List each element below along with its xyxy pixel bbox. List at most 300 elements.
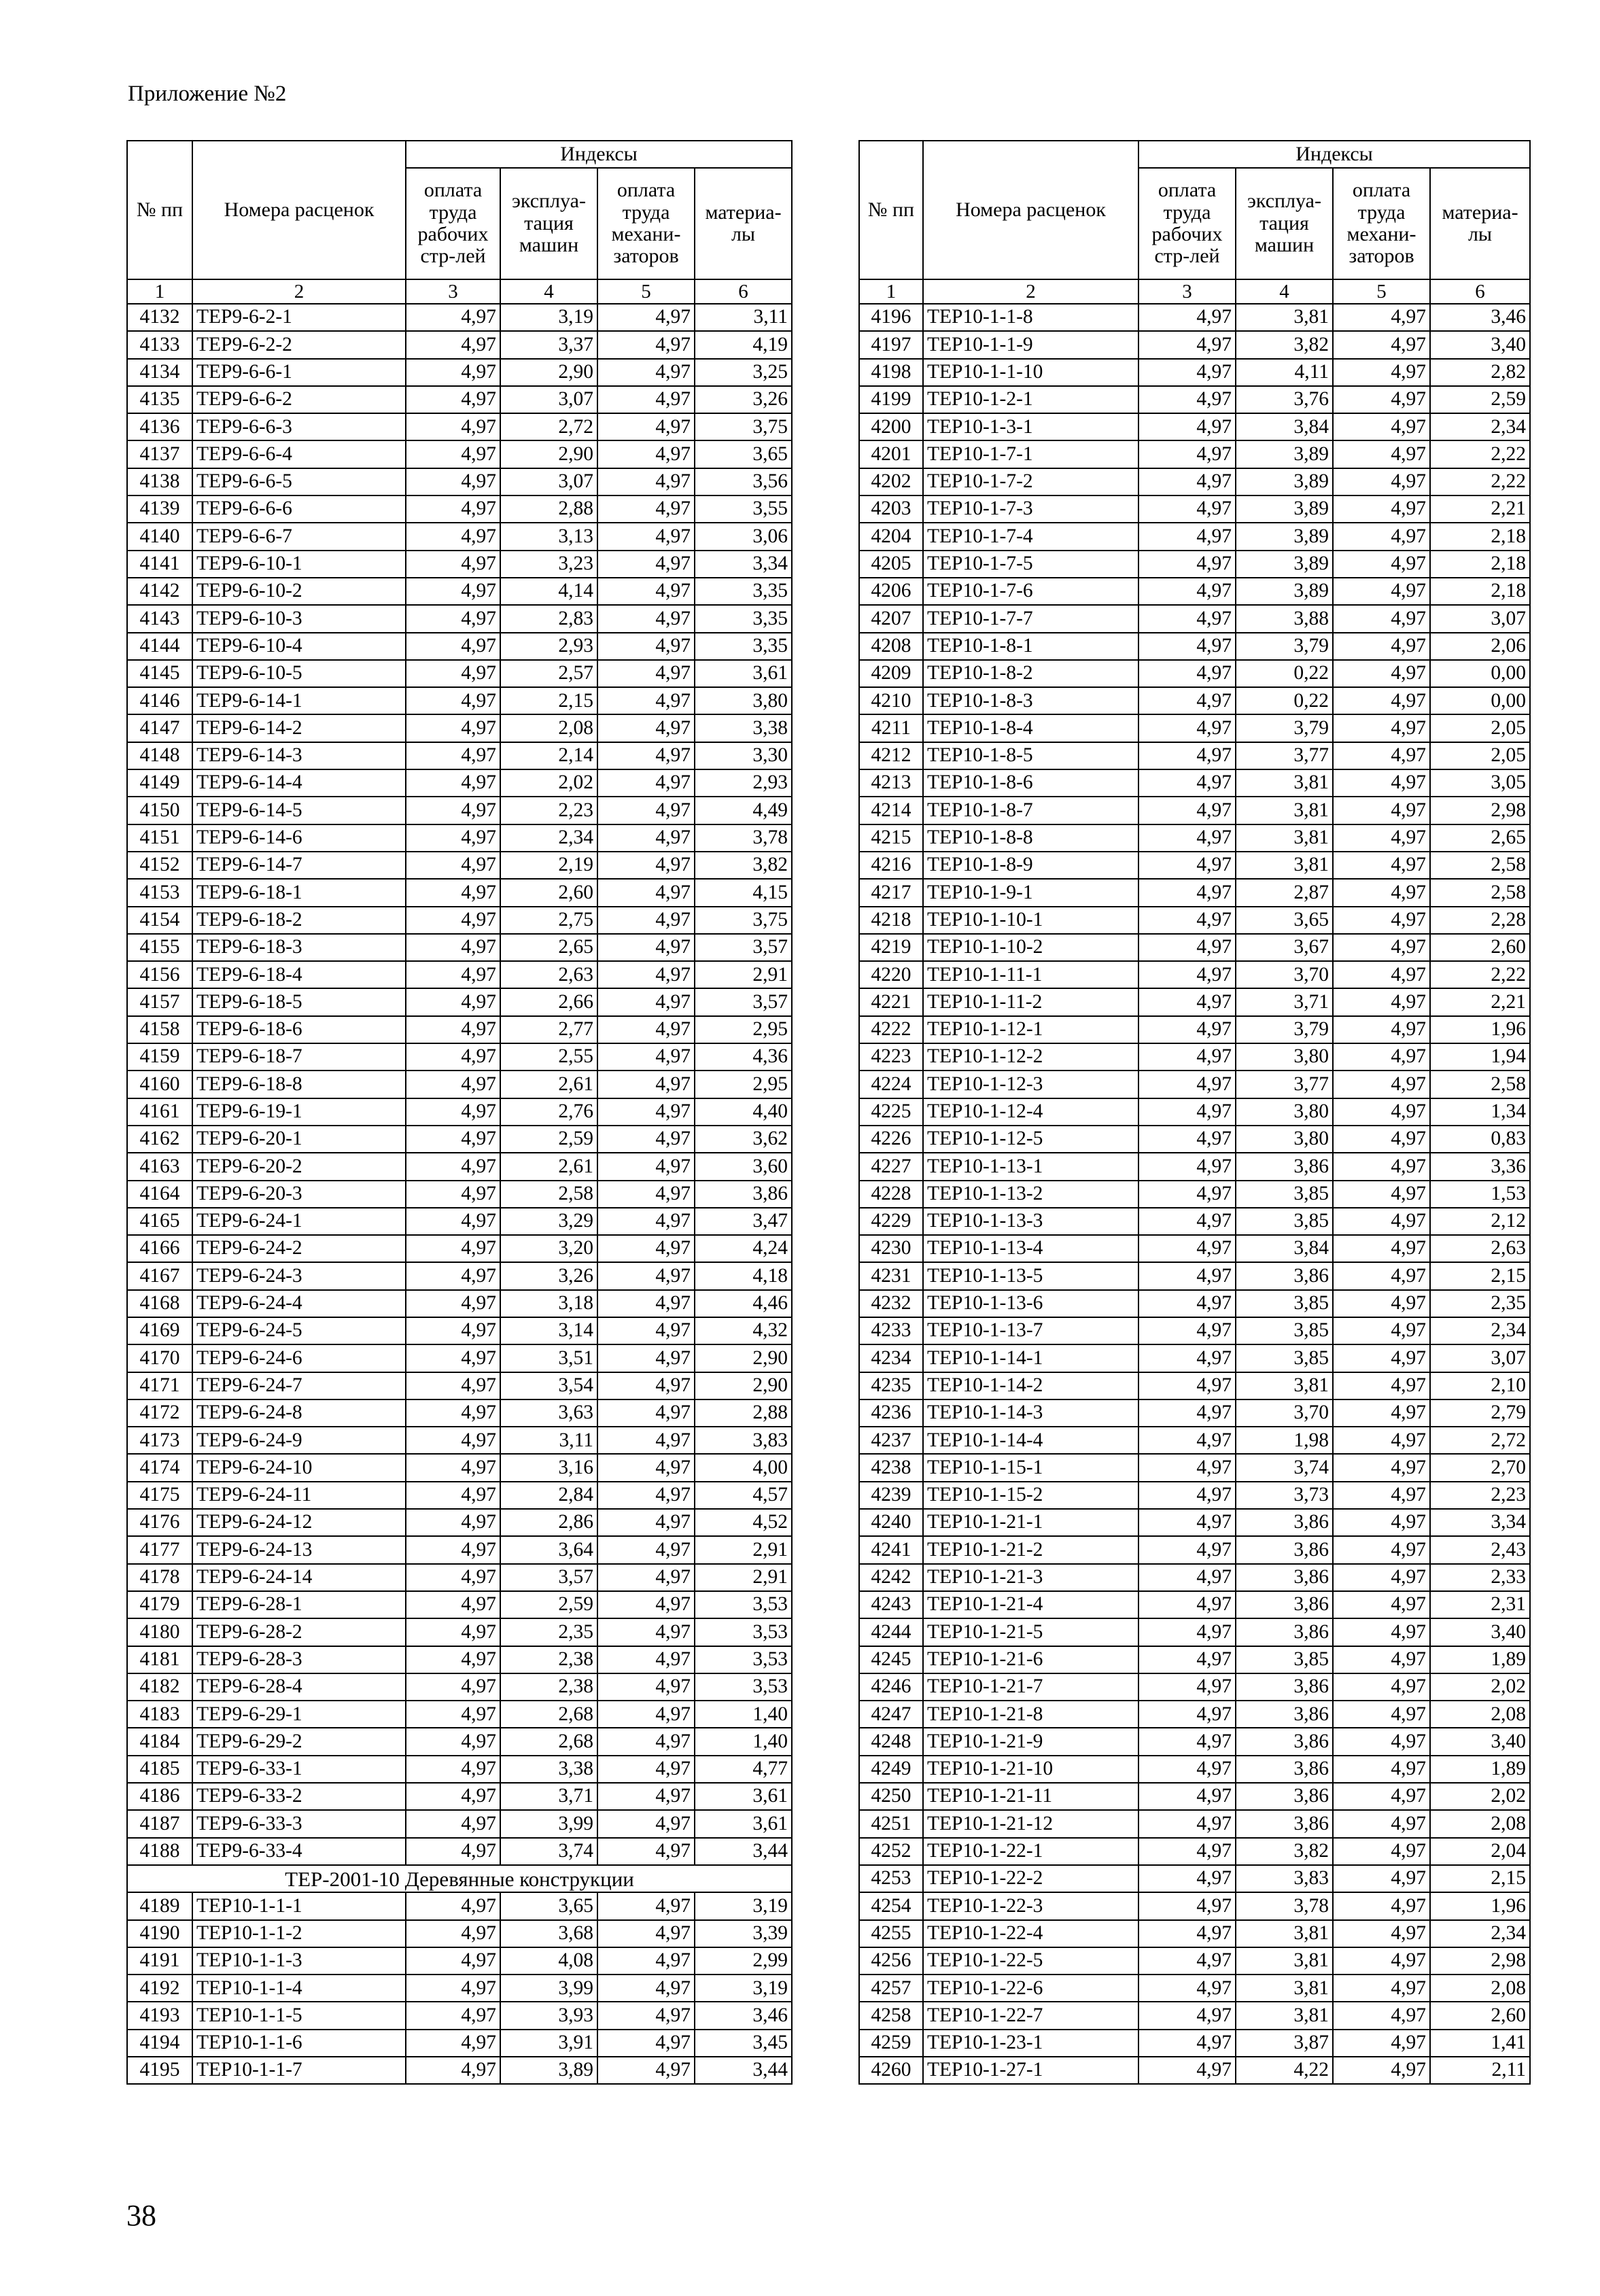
labor-index: 4,97	[1138, 1372, 1236, 1399]
col-number: 5	[1333, 279, 1430, 304]
table-row	[127, 331, 792, 358]
labor-index: 4,97	[1138, 769, 1236, 797]
table-row	[127, 1564, 792, 1591]
rate-code: ТЕР10-1-8-8	[923, 824, 1138, 852]
row-number: 4141	[127, 551, 192, 578]
rate-code: ТЕР10-1-7-7	[923, 605, 1138, 632]
rate-code: ТЕР9-6-6-7	[192, 523, 406, 550]
row-number: 4216	[859, 852, 923, 879]
machines-index: 2,68	[500, 1701, 597, 1728]
row-number: 4138	[127, 468, 192, 495]
materials-index: 0,83	[1430, 1126, 1530, 1153]
rate-code: ТЕР9-6-24-6	[192, 1344, 406, 1372]
rate-code: ТЕР10-1-10-1	[923, 907, 1138, 934]
table-row	[859, 1317, 1530, 1344]
rate-code: ТЕР9-6-14-3	[192, 742, 406, 769]
table-row	[859, 1071, 1530, 1098]
header-machines: эксплуа-тация машин	[500, 168, 597, 279]
rate-code: ТЕР9-6-10-4	[192, 633, 406, 660]
materials-index: 4,00	[695, 1454, 792, 1481]
labor-index: 4,97	[406, 1098, 500, 1126]
machines-index: 3,26	[500, 1262, 597, 1289]
table-row	[859, 687, 1530, 714]
mech-labor-index: 4,97	[597, 2002, 695, 2029]
materials-index: 2,60	[1430, 934, 1530, 961]
labor-index: 4,97	[1138, 578, 1236, 605]
rate-code: ТЕР10-1-2-1	[923, 386, 1138, 413]
rate-code: ТЕР9-6-24-11	[192, 1482, 406, 1509]
labor-index: 4,97	[1138, 742, 1236, 769]
machines-index: 3,86	[1236, 1536, 1333, 1563]
mech-labor-index: 4,97	[1333, 1646, 1430, 1673]
table-row	[859, 1975, 1530, 2002]
header-no: № пп	[859, 141, 923, 279]
mech-labor-index: 4,97	[597, 1016, 695, 1043]
labor-index: 4,97	[406, 824, 500, 852]
labor-index: 4,97	[1138, 1235, 1236, 1262]
mech-labor-index: 4,97	[1333, 1071, 1430, 1098]
materials-index: 3,07	[1430, 1344, 1530, 1372]
machines-index: 3,82	[1236, 331, 1333, 358]
materials-index: 3,57	[695, 988, 792, 1015]
labor-index: 4,97	[1138, 1208, 1236, 1235]
row-number: 4254	[859, 1892, 923, 1919]
labor-index: 4,97	[406, 1728, 500, 1755]
row-number: 4170	[127, 1344, 192, 1372]
rate-code: ТЕР10-1-1-1	[192, 1892, 406, 1919]
table-row	[859, 879, 1530, 906]
machines-index: 3,81	[1236, 1947, 1333, 1975]
labor-index: 4,97	[406, 331, 500, 358]
labor-index: 4,97	[1138, 1865, 1236, 1892]
labor-index: 4,97	[406, 1153, 500, 1180]
rate-code: ТЕР9-6-18-2	[192, 907, 406, 934]
table-row	[859, 2057, 1530, 2084]
machines-index: 3,63	[500, 1399, 597, 1427]
materials-index: 2,60	[1430, 2002, 1530, 2029]
materials-index: 1,89	[1430, 1756, 1530, 1783]
labor-index: 4,97	[1138, 1591, 1236, 1618]
table-row	[127, 1536, 792, 1563]
table-row	[127, 907, 792, 934]
table-row	[859, 1372, 1530, 1399]
table-row	[127, 660, 792, 687]
labor-index: 4,97	[406, 1536, 500, 1563]
mech-labor-index: 4,97	[1333, 687, 1430, 714]
materials-index: 2,10	[1430, 1372, 1530, 1399]
materials-index: 3,53	[695, 1646, 792, 1673]
row-number: 4246	[859, 1673, 923, 1701]
materials-index: 3,07	[1430, 605, 1530, 632]
materials-index: 3,30	[695, 742, 792, 769]
materials-index: 4,18	[695, 1262, 792, 1289]
materials-index: 3,61	[695, 1810, 792, 1837]
labor-index: 4,97	[1138, 2002, 1236, 2029]
mech-labor-index: 4,97	[597, 1701, 695, 1728]
mech-labor-index: 4,97	[1333, 961, 1430, 988]
row-number: 4222	[859, 1016, 923, 1043]
rate-code: ТЕР10-1-22-5	[923, 1947, 1138, 1975]
materials-index: 2,90	[695, 1344, 792, 1372]
mech-labor-index: 4,97	[597, 1892, 695, 1919]
col-number: 6	[695, 279, 792, 304]
mech-labor-index: 4,97	[1333, 852, 1430, 879]
table-row	[859, 1098, 1530, 1126]
row-number: 4155	[127, 934, 192, 961]
mech-labor-index: 4,97	[597, 551, 695, 578]
machines-index: 2,63	[500, 961, 597, 988]
table-row	[127, 386, 792, 413]
machines-index: 3,85	[1236, 1317, 1333, 1344]
rate-code: ТЕР10-1-11-2	[923, 988, 1138, 1015]
materials-index: 2,34	[1430, 1920, 1530, 1947]
machines-index: 3,88	[1236, 605, 1333, 632]
rate-code: ТЕР10-1-22-2	[923, 1865, 1138, 1892]
table-row	[859, 1043, 1530, 1071]
mech-labor-index: 4,97	[597, 1947, 695, 1975]
machines-index: 3,83	[1236, 1865, 1333, 1892]
rate-code: ТЕР10-1-22-7	[923, 2002, 1138, 2029]
mech-labor-index: 4,97	[1333, 1838, 1430, 1865]
table-row	[127, 1098, 792, 1126]
row-number: 4228	[859, 1181, 923, 1208]
labor-index: 4,97	[406, 1509, 500, 1536]
labor-index: 4,97	[1138, 1262, 1236, 1289]
rate-code: ТЕР10-1-8-2	[923, 660, 1138, 687]
table-row	[859, 1016, 1530, 1043]
labor-index: 4,97	[1138, 440, 1236, 468]
row-number: 4195	[127, 2057, 192, 2084]
rate-code: ТЕР10-1-8-6	[923, 769, 1138, 797]
table-row	[127, 551, 792, 578]
machines-index: 2,72	[500, 413, 597, 440]
labor-index: 4,97	[406, 1427, 500, 1454]
machines-index: 2,59	[500, 1591, 597, 1618]
machines-index: 3,70	[1236, 1399, 1333, 1427]
labor-index: 4,97	[406, 578, 500, 605]
row-number: 4219	[859, 934, 923, 961]
mech-labor-index: 4,97	[597, 359, 695, 386]
row-number: 4163	[127, 1153, 192, 1180]
materials-index: 2,93	[695, 769, 792, 797]
machines-index: 3,81	[1236, 1920, 1333, 1947]
header-no: № пп	[127, 141, 192, 279]
mech-labor-index: 4,97	[597, 1262, 695, 1289]
appendix-title: Приложение №2	[128, 82, 287, 106]
row-number: 4256	[859, 1947, 923, 1975]
materials-index: 1,96	[1430, 1016, 1530, 1043]
table-row	[127, 1317, 792, 1344]
machines-index: 3,85	[1236, 1646, 1333, 1673]
row-number: 4231	[859, 1262, 923, 1289]
machines-index: 3,89	[1236, 578, 1333, 605]
table-row	[859, 1892, 1530, 1919]
row-number: 4178	[127, 1564, 192, 1591]
row-number: 4244	[859, 1618, 923, 1646]
mech-labor-index: 4,97	[1333, 1865, 1430, 1892]
labor-index: 4,97	[406, 879, 500, 906]
machines-index: 3,80	[1236, 1043, 1333, 1071]
materials-index: 2,58	[1430, 879, 1530, 906]
labor-index: 4,97	[406, 440, 500, 468]
row-number: 4226	[859, 1126, 923, 1153]
col-number: 2	[923, 279, 1138, 304]
mech-labor-index: 4,97	[597, 1290, 695, 1317]
materials-index: 2,31	[1430, 1591, 1530, 1618]
rate-code: ТЕР9-6-6-6	[192, 495, 406, 523]
row-number: 4208	[859, 633, 923, 660]
row-number: 4238	[859, 1454, 923, 1481]
row-number: 4235	[859, 1372, 923, 1399]
table-row	[859, 1427, 1530, 1454]
mech-labor-index: 4,97	[597, 742, 695, 769]
rate-code: ТЕР10-1-12-2	[923, 1043, 1138, 1071]
machines-index: 0,22	[1236, 687, 1333, 714]
mech-labor-index: 4,97	[1333, 769, 1430, 797]
labor-index: 4,97	[406, 1975, 500, 2002]
labor-index: 4,97	[406, 1016, 500, 1043]
table-row	[859, 386, 1530, 413]
labor-index: 4,97	[406, 1181, 500, 1208]
machines-index: 3,86	[1236, 1591, 1333, 1618]
labor-index: 4,97	[406, 605, 500, 632]
mech-labor-index: 4,97	[597, 1344, 695, 1372]
materials-index: 4,57	[695, 1482, 792, 1509]
table-row	[859, 605, 1530, 632]
mech-labor-index: 4,97	[597, 1043, 695, 1071]
table-row	[859, 907, 1530, 934]
mech-labor-index: 4,97	[1333, 742, 1430, 769]
materials-index: 3,25	[695, 359, 792, 386]
header-materials: материа-лы	[695, 168, 792, 279]
row-number: 4156	[127, 961, 192, 988]
rate-code: ТЕР10-1-14-3	[923, 1399, 1138, 1427]
materials-index: 1,96	[1430, 1892, 1530, 1919]
mech-labor-index: 4,97	[1333, 2002, 1430, 2029]
materials-index: 2,91	[695, 1564, 792, 1591]
mech-labor-index: 4,97	[1333, 824, 1430, 852]
machines-index: 3,64	[500, 1536, 597, 1563]
rate-code: ТЕР10-1-8-1	[923, 633, 1138, 660]
mech-labor-index: 4,97	[597, 331, 695, 358]
machines-index: 3,74	[1236, 1454, 1333, 1481]
mech-labor-index: 4,97	[1333, 578, 1430, 605]
labor-index: 4,97	[1138, 1920, 1236, 1947]
table-row	[127, 797, 792, 824]
row-number: 4206	[859, 578, 923, 605]
mech-labor-index: 4,97	[1333, 1262, 1430, 1289]
machines-index: 4,11	[1236, 359, 1333, 386]
col-number: 3	[1138, 279, 1236, 304]
table-row	[859, 1181, 1530, 1208]
materials-index: 2,02	[1430, 1673, 1530, 1701]
labor-index: 4,97	[1138, 1509, 1236, 1536]
table-row	[127, 605, 792, 632]
materials-index: 3,26	[695, 386, 792, 413]
index-table-right	[858, 140, 1531, 2085]
machines-index: 3,20	[500, 1235, 597, 1262]
machines-index: 3,77	[1236, 1071, 1333, 1098]
row-number: 4229	[859, 1208, 923, 1235]
materials-index: 3,60	[695, 1153, 792, 1180]
labor-index: 4,97	[406, 907, 500, 934]
labor-index: 4,97	[406, 1344, 500, 1372]
materials-index: 3,05	[1430, 769, 1530, 797]
table-row	[127, 413, 792, 440]
machines-index: 3,81	[1236, 769, 1333, 797]
table-row	[127, 1728, 792, 1755]
table-row	[859, 1235, 1530, 1262]
row-number: 4205	[859, 551, 923, 578]
mech-labor-index: 4,97	[1333, 1892, 1430, 1919]
row-number: 4174	[127, 1454, 192, 1481]
row-number: 4245	[859, 1646, 923, 1673]
row-number: 4214	[859, 797, 923, 824]
machines-index: 3,54	[500, 1372, 597, 1399]
table-row	[127, 359, 792, 386]
row-number: 4179	[127, 1591, 192, 1618]
labor-index: 4,97	[1138, 1016, 1236, 1043]
row-number: 4166	[127, 1235, 192, 1262]
machines-index: 3,14	[500, 1317, 597, 1344]
machines-index: 3,86	[1236, 1153, 1333, 1180]
mech-labor-index: 4,97	[1333, 605, 1430, 632]
row-number: 4151	[127, 824, 192, 852]
machines-index: 3,29	[500, 1208, 597, 1235]
mech-labor-index: 4,97	[1333, 1920, 1430, 1947]
row-number: 4146	[127, 687, 192, 714]
rate-code: ТЕР10-1-21-4	[923, 1591, 1138, 1618]
labor-index: 4,97	[406, 1235, 500, 1262]
mech-labor-index: 4,97	[1333, 468, 1430, 495]
rate-code: ТЕР10-1-8-9	[923, 852, 1138, 879]
row-number: 4236	[859, 1399, 923, 1427]
table-row	[127, 1920, 792, 1947]
machines-index: 3,89	[500, 2057, 597, 2084]
mech-labor-index: 4,97	[597, 1536, 695, 1563]
materials-index: 3,82	[695, 852, 792, 879]
materials-index: 4,40	[695, 1098, 792, 1126]
machines-index: 3,86	[1236, 1701, 1333, 1728]
mech-labor-index: 4,97	[1333, 1728, 1430, 1755]
rate-code: ТЕР10-1-7-5	[923, 551, 1138, 578]
table-row	[127, 1701, 792, 1728]
rate-code: ТЕР9-6-10-3	[192, 605, 406, 632]
rate-code: ТЕР9-6-29-1	[192, 1701, 406, 1728]
labor-index: 4,97	[1138, 1947, 1236, 1975]
rate-code: ТЕР10-1-1-2	[192, 1920, 406, 1947]
materials-index: 3,53	[695, 1591, 792, 1618]
rate-code: ТЕР9-6-20-2	[192, 1153, 406, 1180]
labor-index: 4,97	[406, 1372, 500, 1399]
mech-labor-index: 4,97	[1333, 386, 1430, 413]
table-row	[859, 824, 1530, 852]
rate-code: ТЕР10-1-21-2	[923, 1536, 1138, 1563]
materials-index: 2,90	[695, 1372, 792, 1399]
mech-labor-index: 4,97	[1333, 1975, 1430, 2002]
materials-index: 3,19	[695, 1975, 792, 2002]
materials-index: 2,95	[695, 1016, 792, 1043]
table-row	[127, 578, 792, 605]
table-row	[127, 1427, 792, 1454]
row-number: 4168	[127, 1290, 192, 1317]
mech-labor-index: 4,97	[1333, 1618, 1430, 1646]
section-row	[127, 1865, 792, 1892]
labor-index: 4,97	[406, 1756, 500, 1783]
row-number: 4133	[127, 331, 192, 358]
labor-index: 4,97	[406, 1947, 500, 1975]
materials-index: 3,40	[1430, 331, 1530, 358]
rate-code: ТЕР10-1-13-4	[923, 1235, 1138, 1262]
machines-index: 3,51	[500, 1344, 597, 1372]
materials-index: 3,36	[1430, 1153, 1530, 1180]
table-row	[127, 934, 792, 961]
labor-index: 4,97	[1138, 1317, 1236, 1344]
machines-index: 3,79	[1236, 1016, 1333, 1043]
machines-index: 3,85	[1236, 1181, 1333, 1208]
machines-index: 3,91	[500, 2030, 597, 2057]
row-number: 4191	[127, 1947, 192, 1975]
table-row	[859, 1536, 1530, 1563]
mech-labor-index: 4,97	[597, 988, 695, 1015]
row-number: 4176	[127, 1509, 192, 1536]
header-materials: материа-лы	[1430, 168, 1530, 279]
machines-index: 2,86	[500, 1509, 597, 1536]
rate-code: ТЕР10-1-12-1	[923, 1016, 1138, 1043]
row-number: 4217	[859, 879, 923, 906]
rate-code: ТЕР10-1-9-1	[923, 879, 1138, 906]
machines-index: 3,89	[1236, 440, 1333, 468]
labor-index: 4,97	[406, 1317, 500, 1344]
rate-code: ТЕР9-6-18-6	[192, 1016, 406, 1043]
labor-index: 4,97	[1138, 605, 1236, 632]
row-number: 4201	[859, 440, 923, 468]
mech-labor-index: 4,97	[1333, 1591, 1430, 1618]
rate-code: ТЕР10-1-21-1	[923, 1509, 1138, 1536]
rate-code: ТЕР9-6-6-2	[192, 386, 406, 413]
machines-index: 3,81	[1236, 852, 1333, 879]
materials-index: 2,95	[695, 1071, 792, 1098]
rate-code: ТЕР9-6-6-1	[192, 359, 406, 386]
table-row	[127, 1509, 792, 1536]
labor-index: 4,97	[1138, 1646, 1236, 1673]
row-number: 4248	[859, 1728, 923, 1755]
row-number: 4172	[127, 1399, 192, 1427]
table-row	[859, 988, 1530, 1015]
table-row	[859, 1344, 1530, 1372]
row-number: 4173	[127, 1427, 192, 1454]
table-row	[859, 1783, 1530, 1810]
rate-code: ТЕР10-1-12-3	[923, 1071, 1138, 1098]
labor-index: 4,97	[1138, 1126, 1236, 1153]
materials-index: 1,40	[695, 1728, 792, 1755]
mech-labor-index: 4,97	[1333, 551, 1430, 578]
labor-index: 4,97	[406, 359, 500, 386]
machines-index: 2,76	[500, 1098, 597, 1126]
mech-labor-index: 4,97	[1333, 1947, 1430, 1975]
table-row	[859, 359, 1530, 386]
mech-labor-index: 4,97	[597, 961, 695, 988]
rate-code: ТЕР10-1-8-3	[923, 687, 1138, 714]
materials-index: 4,36	[695, 1043, 792, 1071]
labor-index: 4,97	[1138, 1783, 1236, 1810]
machines-index: 3,07	[500, 468, 597, 495]
labor-index: 4,97	[406, 1454, 500, 1481]
rate-code: ТЕР9-6-33-2	[192, 1783, 406, 1810]
materials-index: 2,91	[695, 1536, 792, 1563]
machines-index: 3,85	[1236, 1290, 1333, 1317]
labor-index: 4,97	[406, 495, 500, 523]
